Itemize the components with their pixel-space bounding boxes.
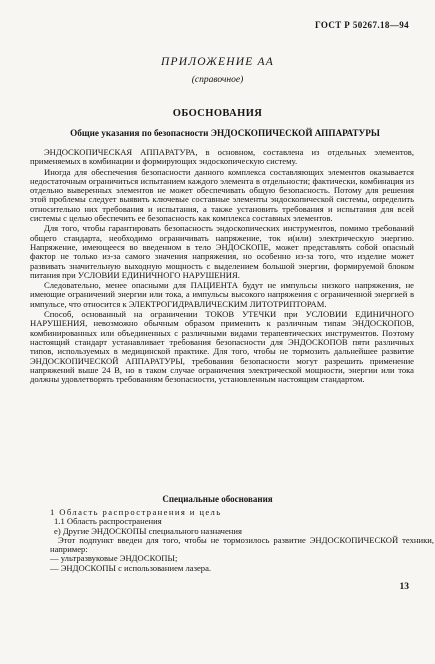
list-item: Этот подпункт введен для того, чтобы не тормозилось развитие ЭНДОСКОПИЧЕСКОЙ техники, например: bbox=[50, 534, 434, 555]
list-item: 1 Область распространения и цель bbox=[50, 507, 222, 517]
appendix-title: ПРИЛОЖЕНИЕ АА bbox=[160, 56, 274, 68]
paragraph: ЭНДОСКОПИЧЕСКАЯ АППАРАТУРА, в основном, составлена из отдельных элементов, применяемых в комбинации и формирующих эндоскопическую систему. bbox=[30, 147, 414, 167]
list-item: е) Другие ЭНДОСКОПЫ специального назначения bbox=[54, 525, 242, 536]
list-item: 1.1 Область распространения bbox=[54, 516, 162, 527]
list-item: — ЭНДОСКОПЫ с использованием лазера. bbox=[50, 562, 212, 573]
body-text bbox=[30, 148, 414, 385]
paragraph: Следовательно, менее опасными для ПАЦИЕНТА будут не импульсы низкого напряжения, не имеющие ограничений энергии или тока, а импульсы высокого напряжения с ограниченной энергией в импульсе, что относится к ЭЛЕКТРОГИДРАВЛИЧЕСКИМ ЛИТОТРИПТОРАМ. bbox=[30, 280, 414, 309]
special-list bbox=[50, 507, 434, 573]
appendix-subtitle: (справочное) bbox=[191, 75, 244, 85]
section-subtitle: Общие указания по безопасности ЭНДОСКОПИЧЕСКОЙ АППАРАТУРЫ bbox=[70, 128, 380, 138]
paragraph: Способ, основанный на ограничении ТОКОВ УТЕЧКИ при УСЛОВИИ ЕДИНИЧНОГО НАРУШЕНИЯ, невозможно обычным образом применить к различным типам ЭНДОСКОПОВ, комбинированных или объединенных с различными видами терапевтических инструментов. Поэтому настоящий стандарт устанавливает требования безопасности для ЭНДОСКОПОВ пяти различных типов, используемых в медицинской практике. Для того, чтобы не тормозить дальнейшее развитие ЭНДОСКОПИЧЕСКОЙ АППАРАТУРЫ, требования безопасности могут разрешить применение напряжений выше 24 В, но в таком случае ограничения электрической мощности, энергии или тока должны удовлетворять требованиям безопасности, установленным настоящим стандартом. bbox=[30, 309, 414, 385]
paragraph: Иногда для обеспечения безопасности данного комплекса составляющих элементов оказывается недостаточным ограничиться испытанием каждого элемента в отдельности; фактически, комбинация из отдельно выверенных элементов не может обеспечивать общую безопасность. Потому для решения этой проблемы следует выявить ключевые составные элементы эндоскопической системы, определить относительно них требования и испытания, а также установить требования и испытания для всей системы с целью обеспечить ее безопасность как комплекса составных элементов. bbox=[30, 166, 414, 224]
list-item: — ультразвуковые ЭНДОСКОПЫ; bbox=[50, 553, 178, 564]
page-number: 13 bbox=[399, 582, 409, 592]
standard-code: ГОСТ Р 50267.18—94 bbox=[314, 20, 409, 30]
paragraph: Для того, чтобы гарантировать безопасность эндоскопических инструментов, помимо требований общего стандарта, необходимо ограничивать напряжение, ток и(или) электрическую энергию. Напряжение, имеющееся во введенном в тело ЭНДОСКОПЕ, может представлять собой опасный фактор не только из-за самого значения напряжения, но особенно из-за того, что изделие может развивать значительную выходную мощность с выделением большой энергии, формируемой блоком питания при УСЛОВИИ ЕДИНИЧНОГО НАРУШЕНИЯ. bbox=[30, 223, 414, 280]
special-title: Специальные обоснования bbox=[162, 494, 273, 504]
section-title: ОБОСНОВАНИЯ bbox=[172, 108, 263, 119]
